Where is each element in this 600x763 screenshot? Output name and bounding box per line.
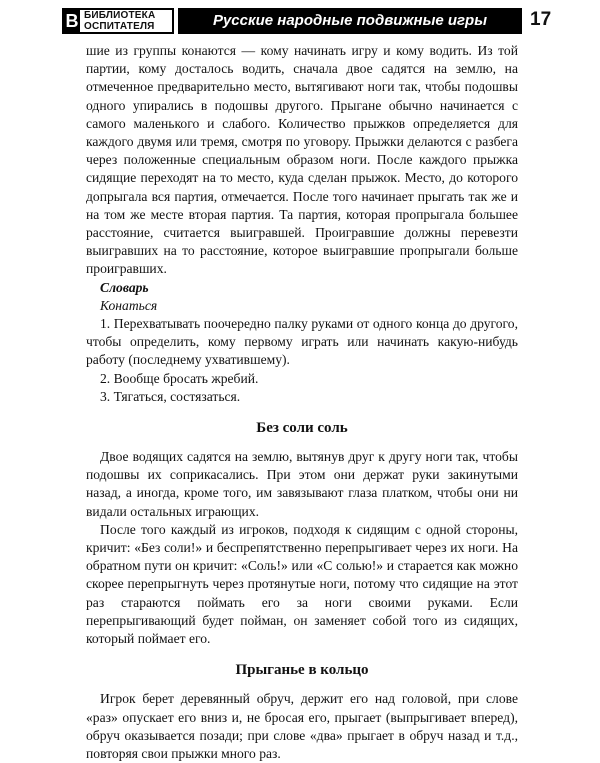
definition-item: 1. Перехватывать поочередно палку руками от одного конца до другого, чтобы определить, кому первому играть или начинать какую-нибудь работу (последнему ухватившему). (86, 316, 518, 368)
section-title: Прыганье в кольцо (235, 662, 369, 679)
series-badge-letter: B (65, 11, 79, 31)
series-name-line1: БИБЛИОТЕКА (84, 10, 156, 21)
section-paragraph: Двое водящих садятся на землю, вытянув друг к другу ноги так, чтобы подошвы их соприкасались. При этом они держат руки закинутыми назад, а иногда, кроме того, им завязывают глаза платком, чтобы они ни видали остальных играющих. (86, 449, 518, 519)
intro-paragraph: шие из группы конаются — кому начинать игру и кому водить. Из той партии, кому досталось водить, сначала двое садятся на землю, на отмеченное предварительно место, вытягивают ноги так, чтобы подошвы одного упирались в подошвы другого. Прыгане обычно начинается с самого маленького и слабого. Количество прыжков определяется для каждого двумя или тремя, смотря по уговору. Прыжки делаются с разбега через положенные специальным образом ноги. После каждого прыжка сидящие переходят на то место, куда сделан прыжок. Место, до которого допрыгала вся партия, отмечается. После того начинает прыгать так же и на том же месте вторая партия. Та партия, которая пропрыгала большее расстояние, считается выигравшей. Проигравшие должны перевезти выигравших на то расстояние, которое выигравшие пропрыгали больше проигравших. (86, 43, 518, 277)
definition-item: 2. Вообще бросать жребий. (100, 370, 259, 386)
series-badge (62, 8, 174, 34)
section-paragraph: После того каждый из игроков, подходя к сидящим с одной стороны, кричит: «Без соли!» и беспрепятственно перепрыгивает через их ноги. На обратном пути он кричит: «Соль!» или «С солью!» и старается как можно скорее перепрыгнуть через протянутые ноги, потому что сидящие на этот раз стараются поймать его за ноги своими руками. Если перепрыгивающий будет пойман, он заменяет собой того из сидящих, который поймает его. (86, 521, 518, 647)
page-content (86, 42, 518, 763)
series-name-line2: ОСПИТАТЕЛЯ (84, 21, 155, 32)
page-header (62, 6, 522, 36)
book-title: Русские народные подвижные игры (178, 8, 522, 34)
dictionary-term: Конаться (100, 297, 158, 313)
section-paragraph: Игрок берет деревянный обруч, держит его над головой, при слове «раз» опускает его вниз и, не бросая его, прыгает (выпрыгивает вперед), обруч оказывается позади; при слове «два» прыгает в обруч назад и т.д., повторяя свои прыжки много раз. (86, 691, 518, 761)
section-title: Без соли соль (256, 420, 348, 437)
dictionary-heading: Словарь (100, 279, 149, 295)
definition-item: 3. Тягаться, состязаться. (100, 388, 241, 404)
page-number: 17 (530, 9, 552, 30)
